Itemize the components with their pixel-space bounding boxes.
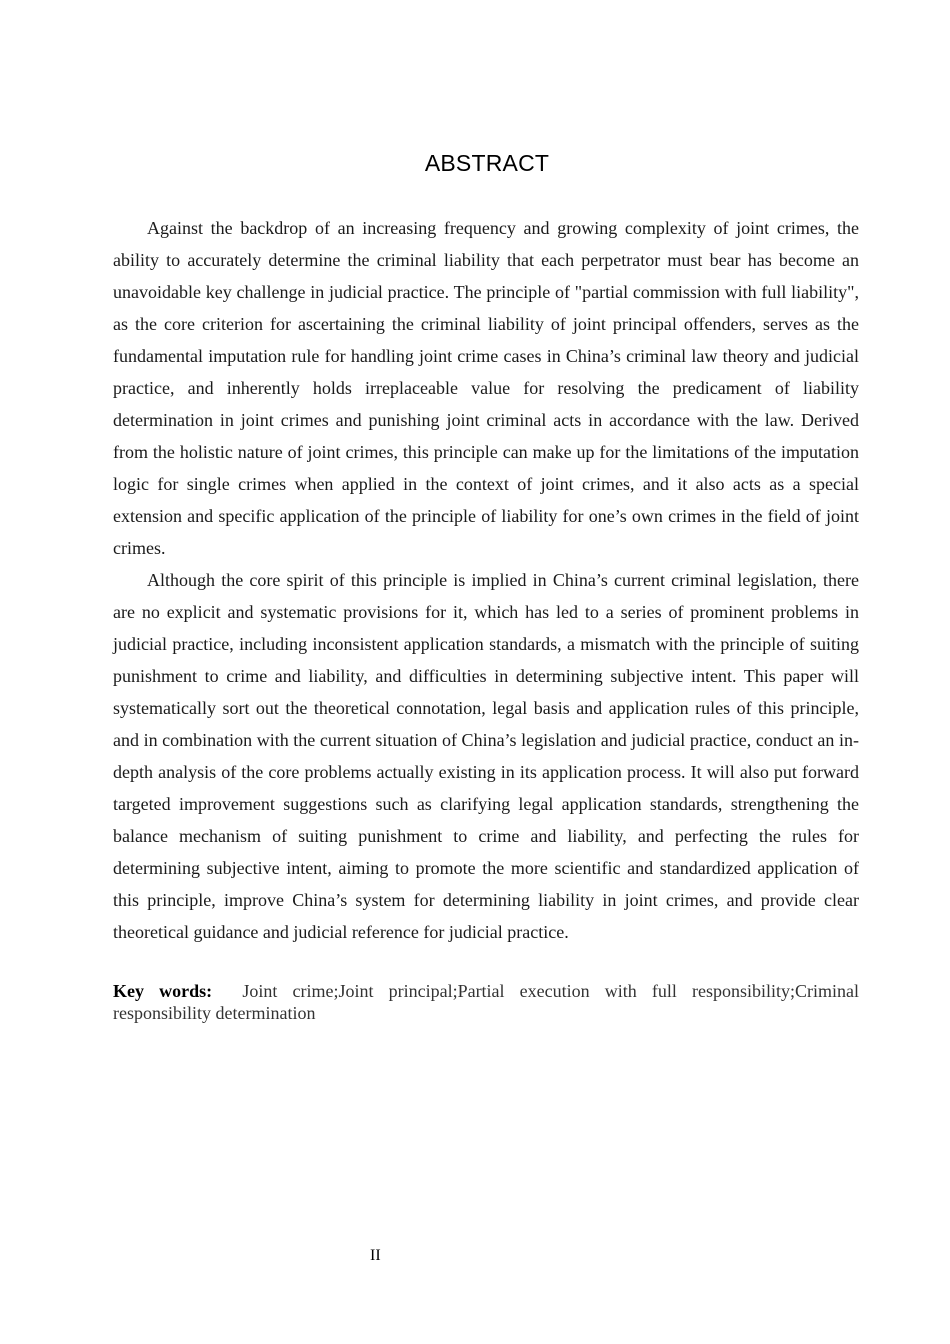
keywords-text: Joint crime;Joint principal;Partial execution with full responsibility;Criminal responsibility determination: [113, 981, 859, 1023]
abstract-paragraph-2: Although the core spirit of this principle is implied in China’s current criminal legislation, there are no explicit and systematic provisions for it, which has led to a series of prominent problems in judicial practice, including inconsistent application standards, a mismatch with the principle of suiting punishment to crime and liability, and difficulties in determining subjective intent. This paper will systematically sort out the theoretical connotation, legal basis and application rules of this principle, and in combination with the current situation of China’s legislation and judicial practice, conduct an in-depth analysis of the core problems actually existing in its application process. It will also put forward targeted improvement suggestions such as clarifying legal application standards, strengthening the balance mechanism of suiting punishment to crime and liability, and perfecting the rules for determining subjective intent, aiming to promote the more scientific and standardized application of this principle, improve China’s system for determining liability in joint crimes, and provide clear theoretical guidance and judicial reference for judicial practice.: [113, 570, 859, 942]
abstract-paragraph-1: Against the backdrop of an increasing frequency and growing complexity of joint crimes, the ability to accurately determine the criminal liability that each perpetrator must bear has become an unavoidable key challenge in judicial practice. The principle of "partial commission with full liability", as the core criterion for ascertaining the criminal liability of joint principal offenders, serves as the fundamental imputation rule for handling joint crime cases in China’s criminal law theory and judicial practice, and inherently holds irreplaceable value for resolving the predicament of liability determination in joint crimes and punishing joint criminal acts in accordance with the law. Derived from the holistic nature of joint crimes, this principle can make up for the limitations of the imputation logic for single crimes when applied in the context of joint crimes, and it also acts as a special extension and specific application of the principle of liability for one’s own crimes in the field of joint crimes.: [113, 218, 859, 558]
abstract-title: ABSTRACT: [424, 150, 550, 176]
abstract-body: [113, 212, 859, 948]
keywords-line: [113, 980, 859, 1024]
page-number: II: [370, 1247, 381, 1264]
keywords-label: Key words:: [113, 981, 213, 1001]
